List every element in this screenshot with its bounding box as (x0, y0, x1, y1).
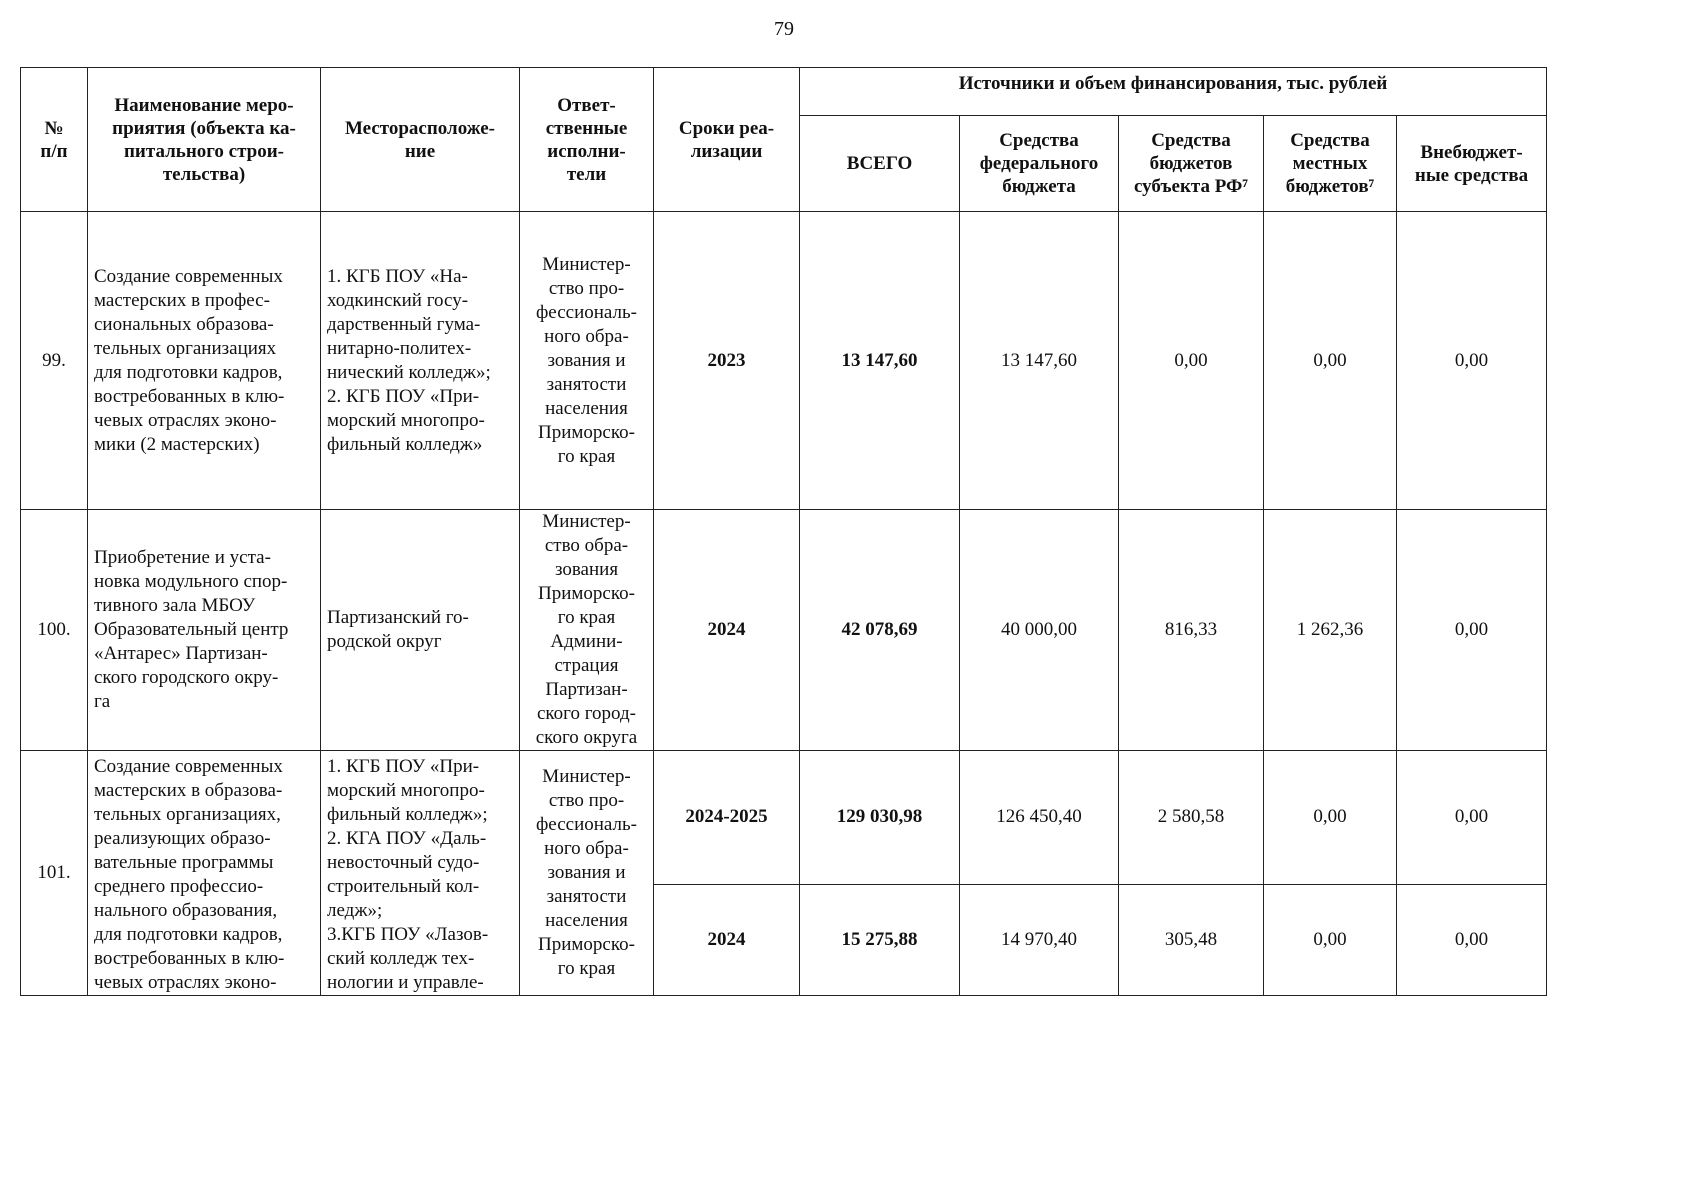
row-num: 99. (21, 212, 88, 510)
row-extra: 0,00 (1397, 212, 1547, 510)
row-period: 2023 (654, 212, 800, 510)
row-total: 42 078,69 (800, 510, 960, 751)
row-name: Создание современных мастерских в образова- тельных организациях, реализующих образо- вательные программы среднего профессио- нального образования, для подготовки кадров, востребованных в клю- чевых отраслях эконо- (88, 751, 321, 996)
row-responsible: Министер- ство про- фессиональ- ного обра- зования и занятости населения Приморско- го края (520, 751, 654, 996)
row-num: 100. (21, 510, 88, 751)
row-extra: 0,00 (1397, 751, 1547, 885)
row-location: 1. КГБ ПОУ «На- ходкинский госу- дарственный гума- нитарно-политех- нический колледж»; 2. КГБ ПОУ «При- морский многопро- фильный колледж» (321, 212, 520, 510)
row-regional: 2 580,58 (1119, 751, 1264, 885)
row-federal: 40 000,00 (960, 510, 1119, 751)
row-total: 13 147,60 (800, 212, 960, 510)
row-local: 0,00 (1264, 212, 1397, 510)
header-total: ВСЕГО (800, 116, 960, 212)
header-location: Месторасположе- ние (321, 68, 520, 212)
header-name: Наименование меро- приятия (объекта ка- питального строи- тельства) (88, 68, 321, 212)
page-number: 79 (774, 18, 794, 40)
row-name: Создание современных мастерских в профес- сиональных образова- тельных организациях для подготовки кадров, востребованных в клю- чевых отраслях эконо- мики (2 мастерских) (88, 212, 321, 510)
row-federal: 126 450,40 (960, 751, 1119, 885)
header-funding: Источники и объем финансирования, тыс. рублей (800, 68, 1547, 116)
row-extra: 0,00 (1397, 510, 1547, 751)
row-regional: 0,00 (1119, 212, 1264, 510)
header-federal: Средства федерального бюджета (960, 116, 1119, 212)
header-responsible: Ответ- ственные исполни- тели (520, 68, 654, 212)
row-regional: 305,48 (1119, 884, 1264, 995)
header-regional: Средства бюджетов субъекта РФ⁷ (1119, 116, 1264, 212)
header-row-1 (21, 68, 1547, 116)
row-local: 0,00 (1264, 884, 1397, 995)
row-responsible: Министер- ство обра- зования Приморско- го края Админи- страция Партизан- ского город- ского округа (520, 510, 654, 751)
header-period: Сроки реа- лизации (654, 68, 800, 212)
row-total: 129 030,98 (800, 751, 960, 885)
row-regional: 816,33 (1119, 510, 1264, 751)
row-federal: 13 147,60 (960, 212, 1119, 510)
table-row (21, 510, 1547, 751)
header-extra: Внебюджет- ные средства (1397, 116, 1547, 212)
row-period: 2024 (654, 884, 800, 995)
row-location: 1. КГБ ПОУ «При- морский многопро- фильный колледж»; 2. КГА ПОУ «Даль- невосточный судо- строительный кол- ледж»; 3.КГБ ПОУ «Лазов- ский колледж тех- нологии и управле- (321, 751, 520, 996)
row-period: 2024 (654, 510, 800, 751)
table-row (21, 751, 1547, 885)
row-num: 101. (21, 751, 88, 996)
row-total: 15 275,88 (800, 884, 960, 995)
row-extra: 0,00 (1397, 884, 1547, 995)
row-local: 1 262,36 (1264, 510, 1397, 751)
row-federal: 14 970,40 (960, 884, 1119, 995)
row-responsible: Министер- ство про- фессиональ- ного обра- зования и занятости населения Приморско- го края (520, 212, 654, 510)
row-period: 2024-2025 (654, 751, 800, 885)
row-location: Партизанский го- родской округ (321, 510, 520, 751)
table-row (21, 212, 1547, 510)
row-local: 0,00 (1264, 751, 1397, 885)
header-local: Средства местных бюджетов⁷ (1264, 116, 1397, 212)
financing-table (20, 67, 1547, 996)
row-name: Приобретение и уста- новка модульного спор- тивного зала МБОУ Образовательный центр «Антарес» Партизан- ского городского окру- га (88, 510, 321, 751)
header-num: № п/п (21, 68, 88, 212)
